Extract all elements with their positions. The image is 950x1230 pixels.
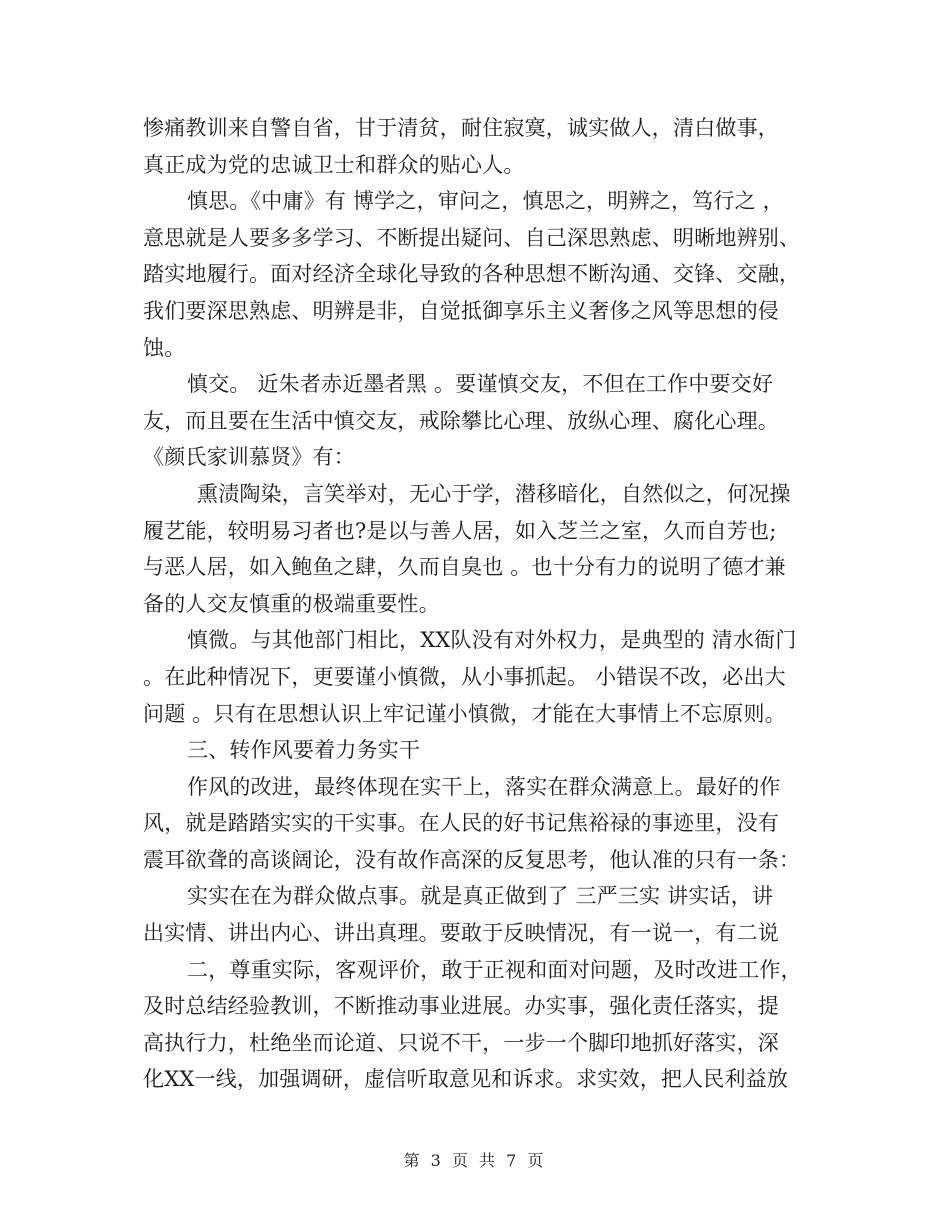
- text-line: 熏渍陶染，言笑举对，无心于学，潜移暗化，自然似之，何况操: [197, 481, 791, 506]
- text-line: 《颜氏家训慕贤》有：: [143, 445, 355, 470]
- text-line: 踏实地履行。面对经济全球化导致的各种思想不断沟通、交锋、交融，: [143, 262, 801, 287]
- text-line: 化XX一线，加强调研，虚信听取意见和诉求。求实效，把人民利益放: [143, 1067, 789, 1092]
- text-line: 慎思。《中庸》有 博学之，审问之，慎思之，明辨之，笃行之 ，: [187, 189, 784, 214]
- text-line: 风，就是踏踏实实的干实事。在人民的好书记焦裕禄的事迹里，没有: [143, 811, 779, 836]
- text-line: 友，而且要在生活中慎交友，戒除攀比心理、放纵心理、腐化心理。: [143, 408, 779, 433]
- text-line: 备的人交友慎重的极端重要性。: [143, 591, 440, 616]
- text-line: 与恶人居，如入鲍鱼之肆，久而自臭也 。也十分有力的说明了德才兼: [143, 555, 786, 580]
- text-line: 履艺能，较明易习者也?是以与善人居，如入芝兰之室，久而自芳也;: [143, 518, 777, 543]
- text-line: 震耳欲聋的高谈阔论，没有故作高深的反复思考，他认准的只有一条：: [143, 847, 801, 872]
- text-line: 及时总结经验教训，不断推动事业进展。办实事，强化责任落实，提: [143, 994, 779, 1019]
- text-line: 蚀。: [143, 335, 186, 360]
- text-line: 真正成为党的忠诚卫士和群众的贴心人。: [143, 152, 525, 177]
- body-text: [143, 110, 823, 1098]
- text-line: 。在此种情况下，更要谨小慎微，从小事抓起。 小错误不改，必出大: [143, 664, 786, 689]
- text-line: 意思就是人要多多学习、不断提出疑问、自己深思熟虑、明晰地辨别、: [143, 225, 801, 250]
- page-number-footer: 第 3 页 共 7 页: [403, 1151, 547, 1170]
- text-line: 问题 。只有在思想认识上牢记谨小慎微，才能在大事情上不忘原则。: [143, 701, 786, 726]
- text-line: 二，尊重实际，客观评价，敢于正视和面对问题，及时改进工作，: [187, 957, 802, 982]
- text-line: 作风的改进，最终体现在实干上，落实在群众满意上。最好的作: [187, 774, 781, 799]
- text-line: 出实情、讲出内心、讲出真理。要敢于反映情况，有一说一，有二说: [143, 921, 779, 946]
- text-line: 惨痛教训来自警自省，甘于清贫，耐住寂寞，诚实做人，清白做事，: [143, 116, 779, 140]
- text-line: 慎微。与其他部门相比，XX队没有对外权力，是典型的 清水衙门: [187, 628, 797, 653]
- text-line: 实实在在为群众做点事。就是真正做到了 三严三实 讲实话，讲: [187, 884, 774, 909]
- text-line: 慎交。 近朱者赤近墨者黑 。要谨慎交友，不但在工作中要交好: [187, 372, 774, 397]
- section-heading: 三、转作风要着力务实干: [187, 738, 421, 763]
- text-line: 高执行力，杜绝坐而论道、只说不干，一步一个脚印地抓好落实，深: [143, 1030, 779, 1055]
- text-line: 我们要深思熟虑、明辨是非，自觉抵御享乐主义奢侈之风等思想的侵: [143, 298, 779, 323]
